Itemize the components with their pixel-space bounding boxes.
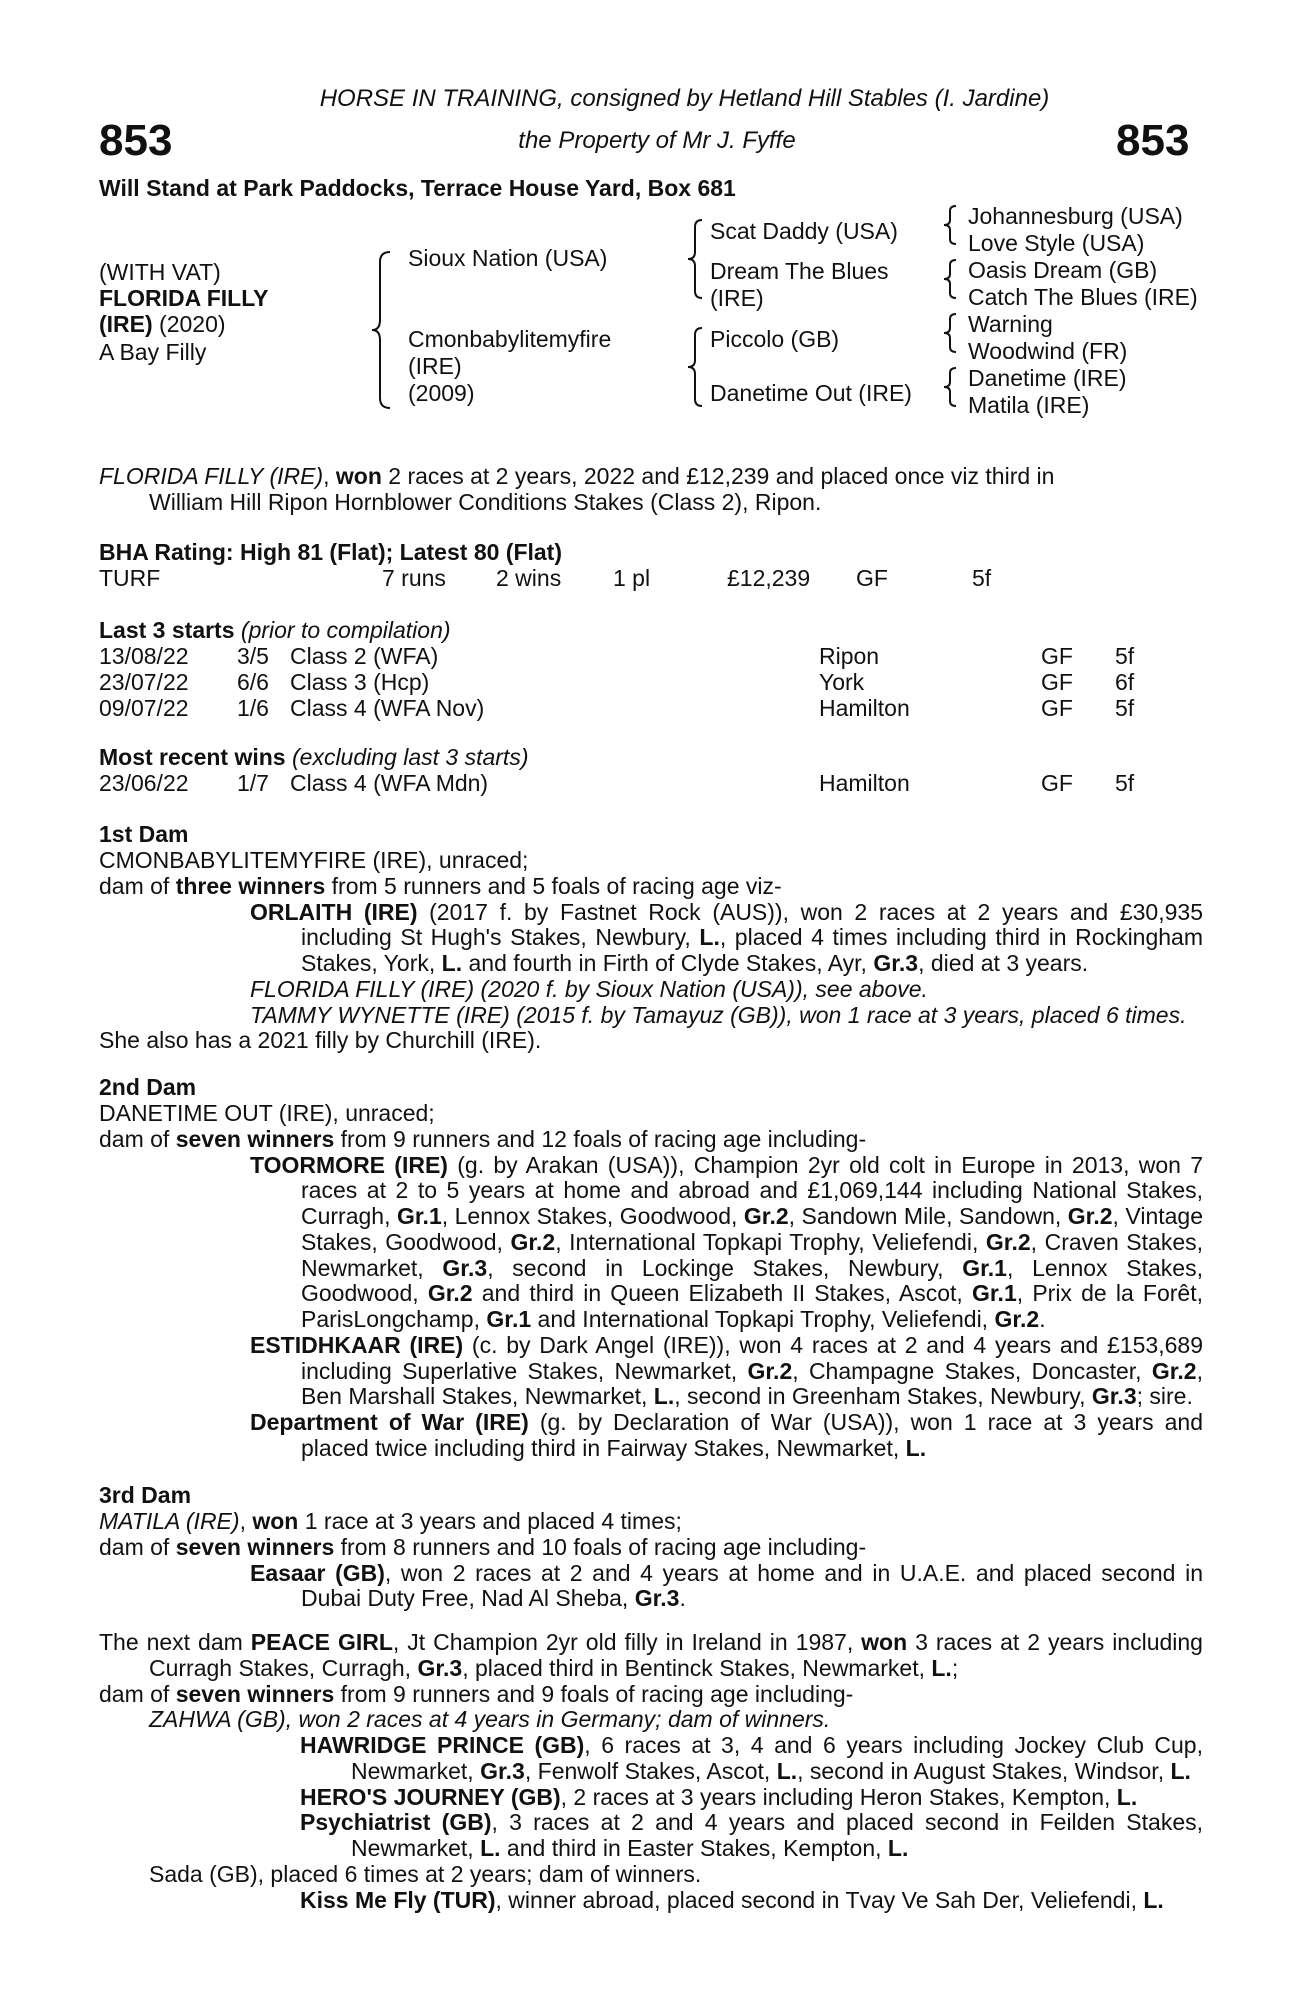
text-segment: , Sandown Mile, Sandown, (788, 1203, 1068, 1229)
toor-body (301, 1152, 1203, 1333)
location-line: Will Stand at Park Paddocks, Terrace House Yard, Box 681 (99, 175, 736, 201)
pedigree-sire: Sioux Nation (USA) (408, 245, 608, 271)
turf-earnings: £12,239 (727, 565, 811, 591)
hero-body (561, 1784, 1138, 1810)
dam1-l2a: dam of (99, 872, 176, 899)
race-going: GF (1041, 695, 1073, 721)
dam2-l2a: dam of (99, 1125, 176, 1152)
text-segment: , Ben Marshall Stakes, Newmarket, (301, 1357, 1203, 1410)
race-dist: 5f (1115, 643, 1135, 669)
text-segment: Gr.3 (1091, 1383, 1137, 1410)
recent-heading (99, 745, 528, 771)
pedigree-dsd: Woodwind (FR) (968, 338, 1128, 364)
pedigree-brace-3 (686, 326, 706, 408)
text-segment: (g. by Declaration of War (USA)), won 1 race at 3 years and placed twice including third in Fairway Stakes, Newmarket, (301, 1409, 1203, 1461)
nd-psychiatrist (99, 1810, 1203, 1862)
last3-title: Last 3 starts (99, 617, 235, 643)
pedigree-sss: Johannesburg (USA) (968, 203, 1183, 229)
orlaith-name: ORLAITH (IRE) (250, 898, 418, 925)
text-segment: Gr.2 (1067, 1203, 1113, 1229)
orlaith-t2: , placed 4 times including third in Rockingham Stakes, York, (301, 924, 1203, 976)
turf-runs: 7 runs (382, 565, 446, 591)
summary-horse-name: FLORIDA FILLY (IRE) (99, 463, 324, 489)
summary-text-2: William Hill Ripon Hornblower Conditions Stakes (Class 2), Ripon. (149, 488, 822, 515)
orlaith-l1: L. (699, 924, 720, 951)
nd-i: ; (951, 1654, 959, 1681)
pedigree-ssd: Love Style (USA) (968, 230, 1145, 256)
hero-name: HERO'S JOURNEY (GB) (300, 1783, 561, 1810)
dam1-section (99, 848, 1203, 1054)
text-segment: Gr.1 (971, 1280, 1017, 1307)
last3-heading (99, 618, 451, 644)
text-segment: and third in Queen Elizabeth II Stakes, Ascot, (472, 1280, 972, 1307)
race-date: 23/06/22 (99, 770, 189, 796)
turf-going: GF (856, 565, 888, 591)
race-class: Class 4 (WFA Mdn) (290, 770, 489, 796)
text-segment: and International Topkapi Trophy, Veliefendi, (531, 1306, 995, 1332)
text-segment: Gr.3 (480, 1757, 525, 1784)
turf-placed: 1 pl (613, 565, 651, 591)
orlaith-t3: and fourth in Firth of Clyde Stakes, Ayr, (462, 950, 874, 976)
turf-surface: TURF (99, 565, 161, 591)
pedigree-brace-1 (370, 250, 394, 410)
text-segment: , Lennox Stakes, Goodwood, (301, 1254, 1203, 1307)
text-segment: (c. by Dark Angel (IRE)), won 4 races at 2 and 4 years and £153,689 including Superlative Stakes, Newmarket, (301, 1331, 1203, 1384)
nd-e: 3 races at 2 years including Curragh Stakes, Curragh, (149, 1629, 1203, 1681)
text-segment: Gr.2 (747, 1357, 793, 1384)
nd-kiss (99, 1888, 1203, 1914)
dam1-offspring-florida: FLORIDA FILLY (IRE) (2020 f. by Sioux Nation (USA)), see above. (250, 975, 928, 1002)
dam2-title: 2nd Dam (99, 1074, 197, 1100)
dam3-l2c: from 8 runners and 10 foals of racing age including- (334, 1533, 867, 1560)
nd-zahwa: ZAHWA (GB), won 2 races at 4 years in Germany; dam of winners. (149, 1706, 831, 1733)
race-course: Hamilton (819, 770, 910, 796)
dam1-title: 1st Dam (99, 821, 189, 847)
pedigree-brace-6 (942, 312, 960, 354)
nd-hawridge (99, 1733, 1203, 1785)
dam2-l2b: seven winners (175, 1125, 335, 1152)
nd-hero (99, 1785, 1203, 1811)
estidhkaar-name: ESTIDHKAAR (IRE) (250, 1331, 464, 1358)
text-segment: , Fenwolf Stakes, Ascot, (524, 1757, 777, 1784)
race-date: 23/07/22 (99, 669, 189, 695)
nd-d: won (861, 1629, 908, 1655)
text-segment: . (679, 1585, 686, 1612)
pedigree-dam-3: (2009) (408, 380, 475, 406)
dam1-offspring-orlaith (99, 900, 1203, 977)
text-segment: L. (480, 1835, 501, 1861)
text-segment: Gr.2 (985, 1228, 1031, 1255)
vat-label: (WITH VAT) (99, 259, 221, 285)
turf-wins: 2 wins (496, 565, 562, 591)
race-row (99, 644, 1203, 670)
text-segment: , won 2 races at 2 and 4 years at home and in U.A.E. and placed second in Dubai Duty Free, Nad Al Sheba, (301, 1559, 1203, 1612)
text-segment: L. (1143, 1886, 1164, 1913)
horse-year: (2020) (152, 311, 226, 337)
race-date: 13/08/22 (99, 643, 189, 669)
text-segment: L. (905, 1434, 927, 1461)
text-segment: , Vintage Stakes, Goodwood, (301, 1203, 1203, 1255)
text-segment: , 3 races at 2 and 4 years and placed second in Feilden Stakes, Newmarket, (351, 1809, 1204, 1861)
pedigree-dam-2: (IRE) (408, 353, 462, 379)
text-segment: Gr.2 (427, 1280, 473, 1307)
race-pos: 3/5 (237, 643, 269, 669)
hawridge-name: HAWRIDGE PRINCE (GB) (300, 1732, 585, 1758)
property-line: the Property of Mr J. Fyffe (518, 127, 796, 154)
nd-l2c: from 9 runners and 9 foals of racing age including- (334, 1680, 854, 1707)
dam2-l2c: from 9 runners and 12 foals of racing age including- (334, 1125, 867, 1152)
text-segment: and third in Easter Stakes, Kempton, (500, 1835, 888, 1861)
recent-note: (excluding last 3 starts) (285, 744, 529, 770)
dam2-offspring-dow (99, 1410, 1203, 1462)
text-segment: , Champagne Stakes, Doncaster, (792, 1357, 1152, 1384)
recent-title: Most recent wins (99, 744, 286, 770)
nextdam-section (99, 1630, 1203, 1913)
nd-c: , Jt Champion 2yr old filly in Ireland in 1987, (392, 1629, 862, 1655)
text-segment: Gr.1 (962, 1254, 1007, 1281)
text-segment: , International Topkapi Trophy, Veliefendi, (555, 1228, 986, 1255)
text-segment: , Craven Stakes, Newmarket, (301, 1228, 1203, 1281)
race-going: GF (1041, 669, 1073, 695)
text-segment: Gr.3 (634, 1585, 680, 1612)
easaar-name: Easaar (GB) (250, 1559, 385, 1586)
turf-distance: 5f (972, 565, 992, 591)
race-class: Class 3 (Hcp) (290, 669, 430, 695)
text-segment: Gr.2 (994, 1306, 1040, 1332)
pedigree-dam-1: Cmonbabylitemyfire (408, 326, 612, 352)
last3-note: (prior to compilation) (234, 617, 451, 643)
pedigree-ddd: Matila (IRE) (968, 392, 1090, 418)
dam1-last: She also has a 2021 filly by Churchill (IRE). (99, 1027, 542, 1054)
text-segment: L. (776, 1757, 798, 1784)
text-segment: Gr.1 (486, 1306, 532, 1332)
race-pos: 6/6 (237, 669, 269, 695)
text-segment: ; sire. (1136, 1383, 1193, 1410)
race-dist: 5f (1115, 695, 1135, 721)
dam2-offspring-toormore (99, 1153, 1203, 1333)
race-summary: FLORIDA FILLY (IRE), won 2 races at 2 years, 2022 and £12,239 and placed once viz third in William Hill Ripon Hornblower Conditions Stakes (Class 2), Ripon. (99, 464, 1203, 516)
race-going: GF (1041, 770, 1073, 796)
text-segment: , second in Lockinge Stakes, Newbury, (487, 1254, 963, 1281)
summary-won: won (335, 463, 382, 489)
pedigree-brace-2 (686, 218, 706, 300)
nd-f: Gr.3 (417, 1654, 463, 1681)
summary-text-1: 2 races at 2 years, 2022 and £12,239 and placed once viz third in (381, 463, 1055, 489)
bha-rating: BHA Rating: High 81 (Flat); Latest 80 (Flat) (99, 539, 562, 565)
toormore-name: TOORMORE (IRE) (250, 1151, 448, 1178)
text-segment: Gr.2 (510, 1228, 556, 1255)
kiss-name: Kiss Me Fly (TUR) (300, 1886, 496, 1913)
dam1-l2c: from 5 runners and 5 foals of racing age viz- (325, 872, 782, 899)
dam3-offspring-easaar (99, 1561, 1203, 1613)
dam3-l1b: , (239, 1508, 253, 1534)
text-segment: , second in Greenham Stakes, Newbury, (674, 1383, 1092, 1410)
race-dist: 5f (1115, 770, 1135, 796)
dam2-line1: DANETIME OUT (IRE), unraced; (99, 1100, 435, 1126)
dam1-offspring-tammy: TAMMY WYNETTE (IRE) (2015 f. by Tamayuz (GB)), won 1 race at 3 years, placed 6 times. (250, 1001, 1187, 1028)
dam1-l2b: three winners (175, 872, 326, 899)
horse-name: FLORIDA FILLY (99, 285, 269, 311)
pedigree-dds: Danetime (IRE) (968, 365, 1127, 391)
lot-number-right: 853 (1116, 116, 1190, 165)
text-segment: Gr.2 (743, 1203, 789, 1229)
text-segment: , second in August Stakes, Windsor, (797, 1757, 1171, 1784)
horse-country: (IRE) (99, 311, 153, 337)
text-segment: , 2 races at 3 years including Heron Stakes, Kempton, (560, 1783, 1117, 1810)
kiss-body (496, 1887, 1164, 1913)
text-segment: (g. by Arakan (USA)), Champion 2yr old colt in Europe in 2013, won 7 races at 2 to 5 years at home and abroad and £1,069,144 including National Stakes, Curragh, (301, 1151, 1204, 1229)
text-segment: , Prix de la Forêt, ParisLongchamp, (301, 1280, 1204, 1332)
dam3-section (99, 1509, 1203, 1612)
nd-h: L. (931, 1654, 952, 1681)
pedigree-dss: Warning (968, 311, 1053, 337)
text-segment: L. (1116, 1783, 1138, 1810)
text-segment: Gr.1 (396, 1203, 442, 1229)
lot-number-left: 853 (99, 116, 173, 165)
pedigree-sdd: Catch The Blues (IRE) (968, 284, 1198, 310)
horse-country-year (99, 312, 226, 338)
turf-record (99, 566, 1203, 592)
nd-sada: Sada (GB), placed 6 times at 2 years; dam of winners. (149, 1860, 702, 1887)
nd-l2b: seven winners (175, 1680, 335, 1707)
text-segment: L. (1170, 1757, 1191, 1784)
dam3-title: 3rd Dam (99, 1482, 192, 1508)
dam3-l2b: seven winners (175, 1533, 335, 1560)
race-class: Class 2 (WFA) (290, 643, 439, 669)
dam3-l1c: won (252, 1508, 299, 1534)
dow-name: Department of War (IRE) (250, 1409, 529, 1435)
text-segment: , winner abroad, placed second in Tvay Ve Sah Der, Veliefendi, (495, 1886, 1144, 1913)
dam3-l1d: 1 race at 3 years and placed 4 times; (298, 1508, 682, 1534)
pedigree-sds: Oasis Dream (GB) (968, 257, 1158, 283)
text-segment: , Lennox Stakes, Goodwood, (441, 1203, 744, 1229)
pedigree-brace-5 (942, 258, 960, 300)
pedigree-brace-4 (942, 204, 960, 246)
race-date: 09/07/22 (99, 695, 189, 721)
dam2-offspring-estidhkaar (99, 1333, 1203, 1410)
pedigree-ss: Scat Daddy (USA) (710, 218, 898, 244)
orlaith-t4: , died at 3 years. (918, 950, 1089, 976)
race-row (99, 696, 1203, 722)
text-segment: L. (653, 1383, 675, 1410)
nextdam-intro (99, 1630, 1203, 1682)
horse-description: A Bay Filly (99, 339, 207, 365)
text-segment: . (1039, 1306, 1046, 1332)
eas-body (301, 1560, 1203, 1612)
psychiatrist-name: Psychiatrist (GB) (300, 1809, 492, 1836)
race-row (99, 771, 1203, 797)
orlaith-t1: (2017 f. by Fastnet Rock (AUS)), won 2 races at 2 years and £30,935 including St Hugh's Stakes, Newbury, (301, 898, 1203, 951)
race-dist: 6f (1115, 669, 1135, 695)
race-course: Ripon (819, 643, 880, 669)
race-course: York (819, 669, 865, 695)
dam1-line1: CMONBABYLITEMYFIRE (IRE), unraced; (99, 847, 529, 873)
dam2-section (99, 1101, 1203, 1462)
dam3-l1a: MATILA (IRE) (99, 1508, 240, 1534)
pedigree-dd: Danetime Out (IRE) (710, 380, 912, 406)
race-row (99, 670, 1203, 696)
text-segment: Gr.2 (1151, 1357, 1197, 1384)
text-segment: L. (887, 1835, 909, 1861)
race-class: Class 4 (WFA Nov) (290, 695, 485, 721)
nd-l2a: dam of (99, 1680, 176, 1707)
consignor-line: HORSE IN TRAINING, consigned by Hetland Hill Stables (I. Jardine) (319, 85, 1050, 112)
pedigree-sd-2: (IRE) (710, 285, 764, 311)
race-going: GF (1041, 643, 1073, 669)
pedigree-sd-1: Dream The Blues (710, 258, 889, 284)
pedigree-ds: Piccolo (GB) (710, 326, 840, 352)
pedigree-brace-7 (942, 366, 960, 408)
text-segment: Gr.3 (442, 1254, 488, 1281)
race-course: Hamilton (819, 695, 910, 721)
nd-b: PEACE GIRL (250, 1629, 393, 1655)
race-pos: 1/6 (237, 695, 269, 721)
text-segment: , 6 races at 3, 4 and 6 years including Jockey Club Cup, Newmarket, (351, 1732, 1203, 1784)
nd-g: , placed third in Bentinck Stakes, Newmarket, (462, 1654, 932, 1681)
race-pos: 1/7 (237, 770, 269, 796)
orlaith-g: Gr.3 (873, 950, 919, 976)
nd-a: The next dam (99, 1629, 251, 1655)
orlaith-l2: L. (441, 950, 463, 976)
dam3-l2a: dam of (99, 1533, 176, 1560)
